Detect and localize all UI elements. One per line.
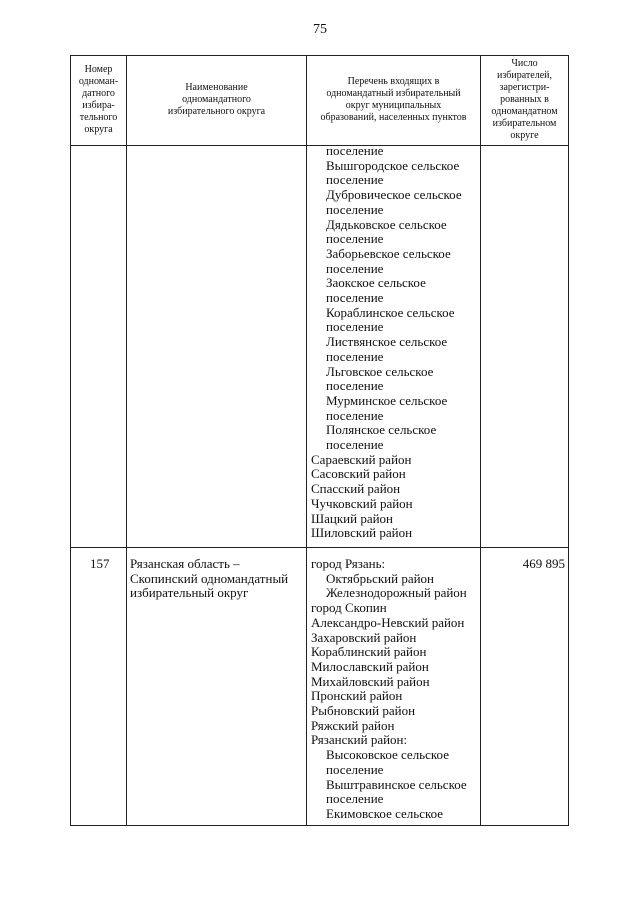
- settlement-line: Льговское сельское: [326, 363, 434, 379]
- settlement-line: Чучковский район: [311, 495, 413, 511]
- header-text-line: образований, населенных пунктов: [320, 112, 467, 123]
- row2-voter-count: 469 895: [522, 556, 565, 571]
- settlement-line: Кораблинский район: [311, 644, 427, 660]
- settlement-line: Спасский район: [311, 481, 401, 497]
- settlement-line: Александро-Невский район: [311, 614, 465, 630]
- header-text-line: округе: [510, 130, 539, 141]
- settlement-line: Ряжский район: [311, 717, 395, 733]
- district-name-line: Рязанская область –: [130, 556, 240, 571]
- settlement-line: Сараевский район: [311, 451, 412, 467]
- row1-settlements-list: [311, 144, 462, 541]
- header-text-line: одноман-: [78, 76, 119, 87]
- header-col-name: [127, 56, 306, 144]
- settlement-line: поселение: [326, 407, 384, 423]
- row-separator: [70, 547, 569, 548]
- settlement-line: поселение: [326, 348, 384, 364]
- header-text-line: Перечень входящих в: [347, 76, 440, 87]
- settlement-line: город Рязань:: [311, 556, 386, 571]
- header-text-line: Номер: [84, 64, 113, 75]
- district-name-line: Скопинский одномандатный: [130, 570, 289, 586]
- header-text-line: избира-: [82, 100, 115, 111]
- settlement-line: Заокское сельское: [326, 275, 426, 291]
- settlement-line: Высоковское сельское: [326, 747, 449, 763]
- settlement-line: поселение: [326, 143, 384, 158]
- settlement-line: Рязанский район:: [311, 732, 408, 748]
- settlement-line: поселение: [326, 172, 384, 188]
- row2-number: 157: [90, 556, 110, 571]
- settlement-line: город Скопин: [311, 600, 387, 616]
- header-text-line: избирательного округа: [167, 106, 266, 117]
- settlement-line: Дубровическое сельское: [326, 187, 462, 203]
- settlement-line: Пронский район: [311, 688, 403, 704]
- col-border-2: [306, 55, 307, 826]
- settlement-line: Екимовское сельское: [326, 805, 444, 821]
- settlement-line: Выштравинское сельское: [326, 776, 467, 792]
- header-col-list: [307, 56, 480, 144]
- header-text-line: одномандатный избирательный: [326, 88, 461, 99]
- header-text-line: округа: [84, 124, 113, 135]
- header-text-line: Число: [511, 58, 538, 69]
- settlement-line: Шацкий район: [311, 510, 394, 526]
- settlement-line: поселение: [326, 260, 384, 276]
- row2-settlements-list: [311, 557, 467, 822]
- settlement-line: поселение: [326, 378, 384, 394]
- header-text-line: Наименование: [185, 82, 248, 93]
- col-border-1: [126, 55, 127, 826]
- header-col-number: [71, 56, 126, 144]
- settlement-line: поселение: [326, 791, 384, 807]
- settlement-line: Железнодорожный район: [326, 585, 467, 601]
- settlement-line: Листвянское сельское: [326, 334, 448, 350]
- settlement-line: Кораблинское сельское: [326, 304, 455, 320]
- header-text-line: зарегистри-: [499, 82, 550, 93]
- settlement-line: Сасовский район: [311, 466, 406, 482]
- settlement-line: Шиловский район: [311, 525, 413, 541]
- col-border-3: [480, 55, 481, 826]
- settlement-line: поселение: [326, 231, 384, 247]
- settlement-line: поселение: [326, 290, 384, 306]
- header-text-line: одномандатном: [491, 106, 558, 117]
- settlement-line: Михайловский район: [311, 673, 430, 689]
- settlement-line: Вышгородское сельское: [326, 157, 460, 173]
- settlement-line: Дядьковское сельское: [326, 216, 447, 232]
- settlement-line: Заборьевское сельское: [326, 245, 451, 261]
- settlement-line: поселение: [326, 201, 384, 217]
- settlement-line: Рыбновский район: [311, 703, 416, 719]
- header-text-line: тельного: [79, 112, 118, 123]
- settlement-line: Октябрьский район: [326, 570, 434, 586]
- settlement-line: поселение: [326, 437, 384, 453]
- header-text-line: избирательном: [492, 118, 557, 129]
- settlement-line: Полянское сельское: [326, 422, 437, 438]
- header-col-count: [481, 55, 568, 145]
- district-name-line: избирательный округ: [130, 585, 249, 601]
- col-border-left: [70, 55, 71, 826]
- col-border-right: [568, 55, 569, 826]
- header-text-line: рованных в: [500, 94, 549, 105]
- settlement-line: поселение: [326, 761, 384, 777]
- page-number: 75: [313, 22, 327, 37]
- settlement-line: Мурминское сельское: [326, 392, 448, 408]
- header-text-line: одномандатного: [182, 94, 251, 105]
- header-text-line: избирателей,: [496, 70, 552, 81]
- header-text-line: округ муниципальных: [345, 100, 442, 111]
- settlement-line: Захаровский район: [311, 629, 417, 645]
- table-bottom-border: [70, 825, 569, 826]
- header-text-line: датного: [82, 88, 115, 99]
- settlement-line: Милославский район: [311, 658, 429, 674]
- row2-district-name: [130, 557, 288, 601]
- settlement-line: поселение: [326, 319, 384, 335]
